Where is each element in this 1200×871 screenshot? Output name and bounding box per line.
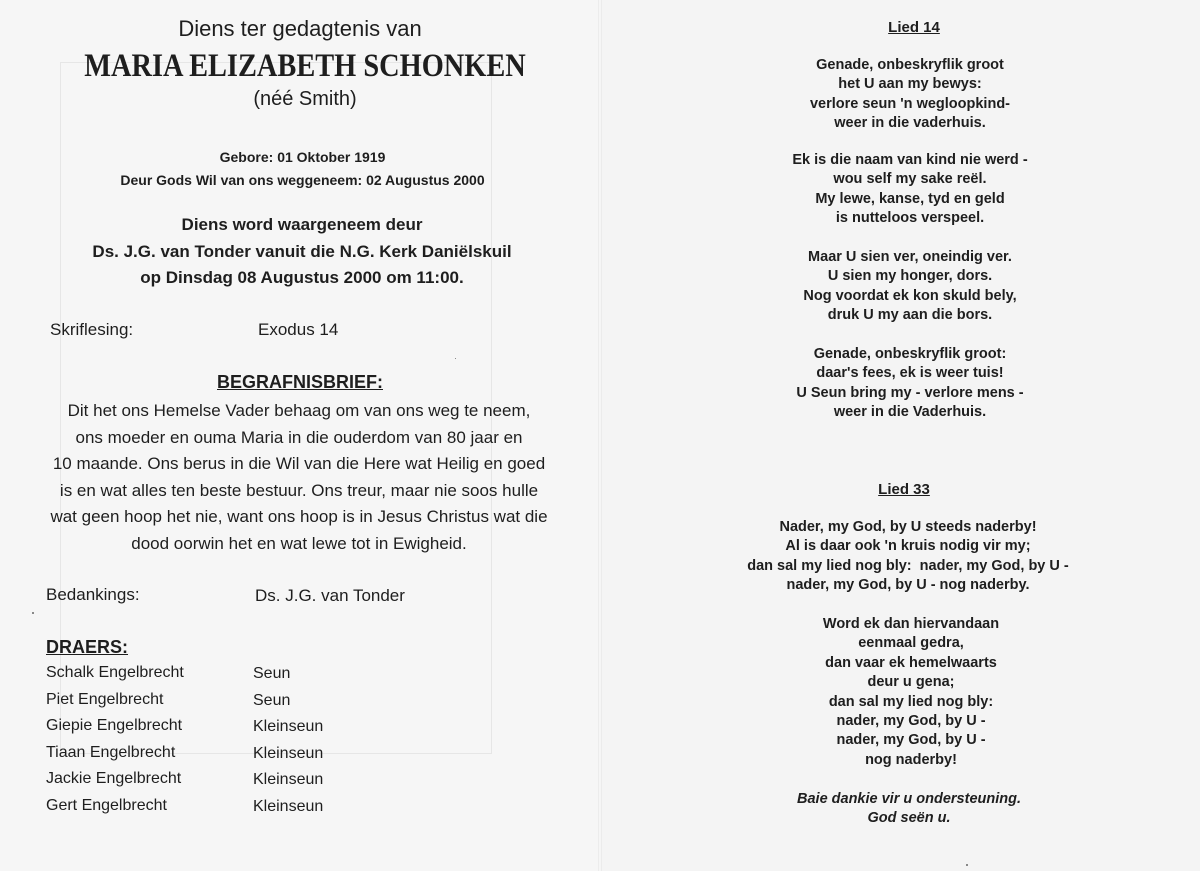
bearer-relation: Kleinseun — [253, 745, 324, 762]
hymn-14-verse: Ek is die naam van kind nie werd - wou self my sake reël. My lewe, kanse, tyd en geld is nutteloos verspeel. — [792, 152, 1028, 227]
reading-label: Skriflesing: — [50, 320, 134, 339]
bearer-relation: Kleinseun — [253, 718, 324, 735]
maiden-name: (néé Smith) — [253, 88, 357, 110]
burial-letter-line: Dit het ons Hemelse Vader behaag om van ons weg te neem, — [67, 401, 531, 420]
service-line: Ds. J.G. van Tonder vanuit die N.G. Kerk Daniëlskuil — [92, 242, 512, 261]
burial-letter-line: dood oorwin het en wat lewe tot in Ewigheid. — [131, 534, 467, 553]
burial-letter-line: ons moeder en ouma Maria in die ouderdom van 80 jaar en — [75, 428, 523, 447]
death-date: Deur Gods Wil van ons weggeneem: 02 Augustus 2000 — [120, 172, 485, 188]
scan-speck — [966, 864, 968, 866]
bearer-name: Gert Engelbrecht — [46, 797, 167, 814]
closing-note: Baie dankie vir u ondersteuning. God seën u. — [797, 791, 1021, 826]
service-line: Diens word waargeneem deur — [181, 215, 423, 234]
service-line: op Dinsdag 08 Augustus 2000 om 11:00. — [140, 268, 464, 287]
bearer-relation: Kleinseun — [253, 771, 324, 788]
hymn-14-title: Lied 14 — [888, 19, 940, 36]
bearer-name: Tiaan Engelbrecht — [46, 744, 176, 761]
bearers-title: DRAERS: — [46, 637, 129, 657]
hymn-14-verse: Genade, onbeskryflik groot het U aan my bewys: verlore seun 'n wegloopkind- weer in die vaderhuis. — [809, 57, 1011, 132]
hymn-33-verse: Word ek dan hiervandaan eenmaal gedra, dan vaar ek hemelwaarts deur u gena; dan sal my lied nog bly: nader, my God, by U - nader, my God, by U - nog naderby! — [822, 616, 1000, 768]
bearer-relation: Seun — [253, 665, 291, 682]
bearer-relation: Kleinseun — [253, 798, 324, 815]
burial-letter-line: is en wat alles ten beste bestuur. Ons treur, maar nie soos hulle — [59, 481, 539, 500]
reading-value: Exodus 14 — [258, 320, 339, 339]
thanks-value: Ds. J.G. van Tonder — [255, 586, 405, 605]
bearer-name: Piet Engelbrecht — [46, 691, 164, 708]
bearer-name: Schalk Engelbrecht — [46, 664, 184, 681]
bearer-relation: Seun — [253, 692, 291, 709]
burial-letter-line: wat geen hoop het nie, want ons hoop is in Jesus Christus wat die — [50, 507, 548, 526]
bearer-name: Giepie Engelbrecht — [46, 717, 183, 734]
hymn-33-title: Lied 33 — [878, 481, 930, 498]
bearer-name: Jackie Engelbrecht — [46, 770, 182, 787]
thanks-label: Bedankings: — [46, 585, 140, 604]
burial-letter-title: BEGRAFNISBRIEF: — [217, 372, 383, 392]
deceased-name: MARIA ELIZABETH SCHONKEN — [84, 48, 526, 84]
service-heading: Diens ter gedagtenis van — [178, 16, 422, 41]
hymn-14-verse: Genade, onbeskryflik groot: daar's fees, ek is weer tuis! U Seun bring my - verlore mens - weer in die Vaderhuis. — [796, 346, 1024, 421]
hymn-33-verse: Nader, my God, by U steeds naderby! Al is daar ook 'n kruis nodig vir my; dan sal my lied nog bly: nader, my God, by U - nader, my God, by U - nog naderby. — [747, 519, 1069, 594]
birth-date: Gebore: 01 Oktober 1919 — [219, 149, 386, 165]
burial-letter-line: 10 maande. Ons berus in die Wil van die Here wat Heilig en goed — [52, 454, 546, 473]
hymn-14-verse: Maar U sien ver, oneindig ver. U sien my honger, dors. Nog voordat ek kon skuld bely, druk U my aan die bors. — [803, 249, 1017, 324]
